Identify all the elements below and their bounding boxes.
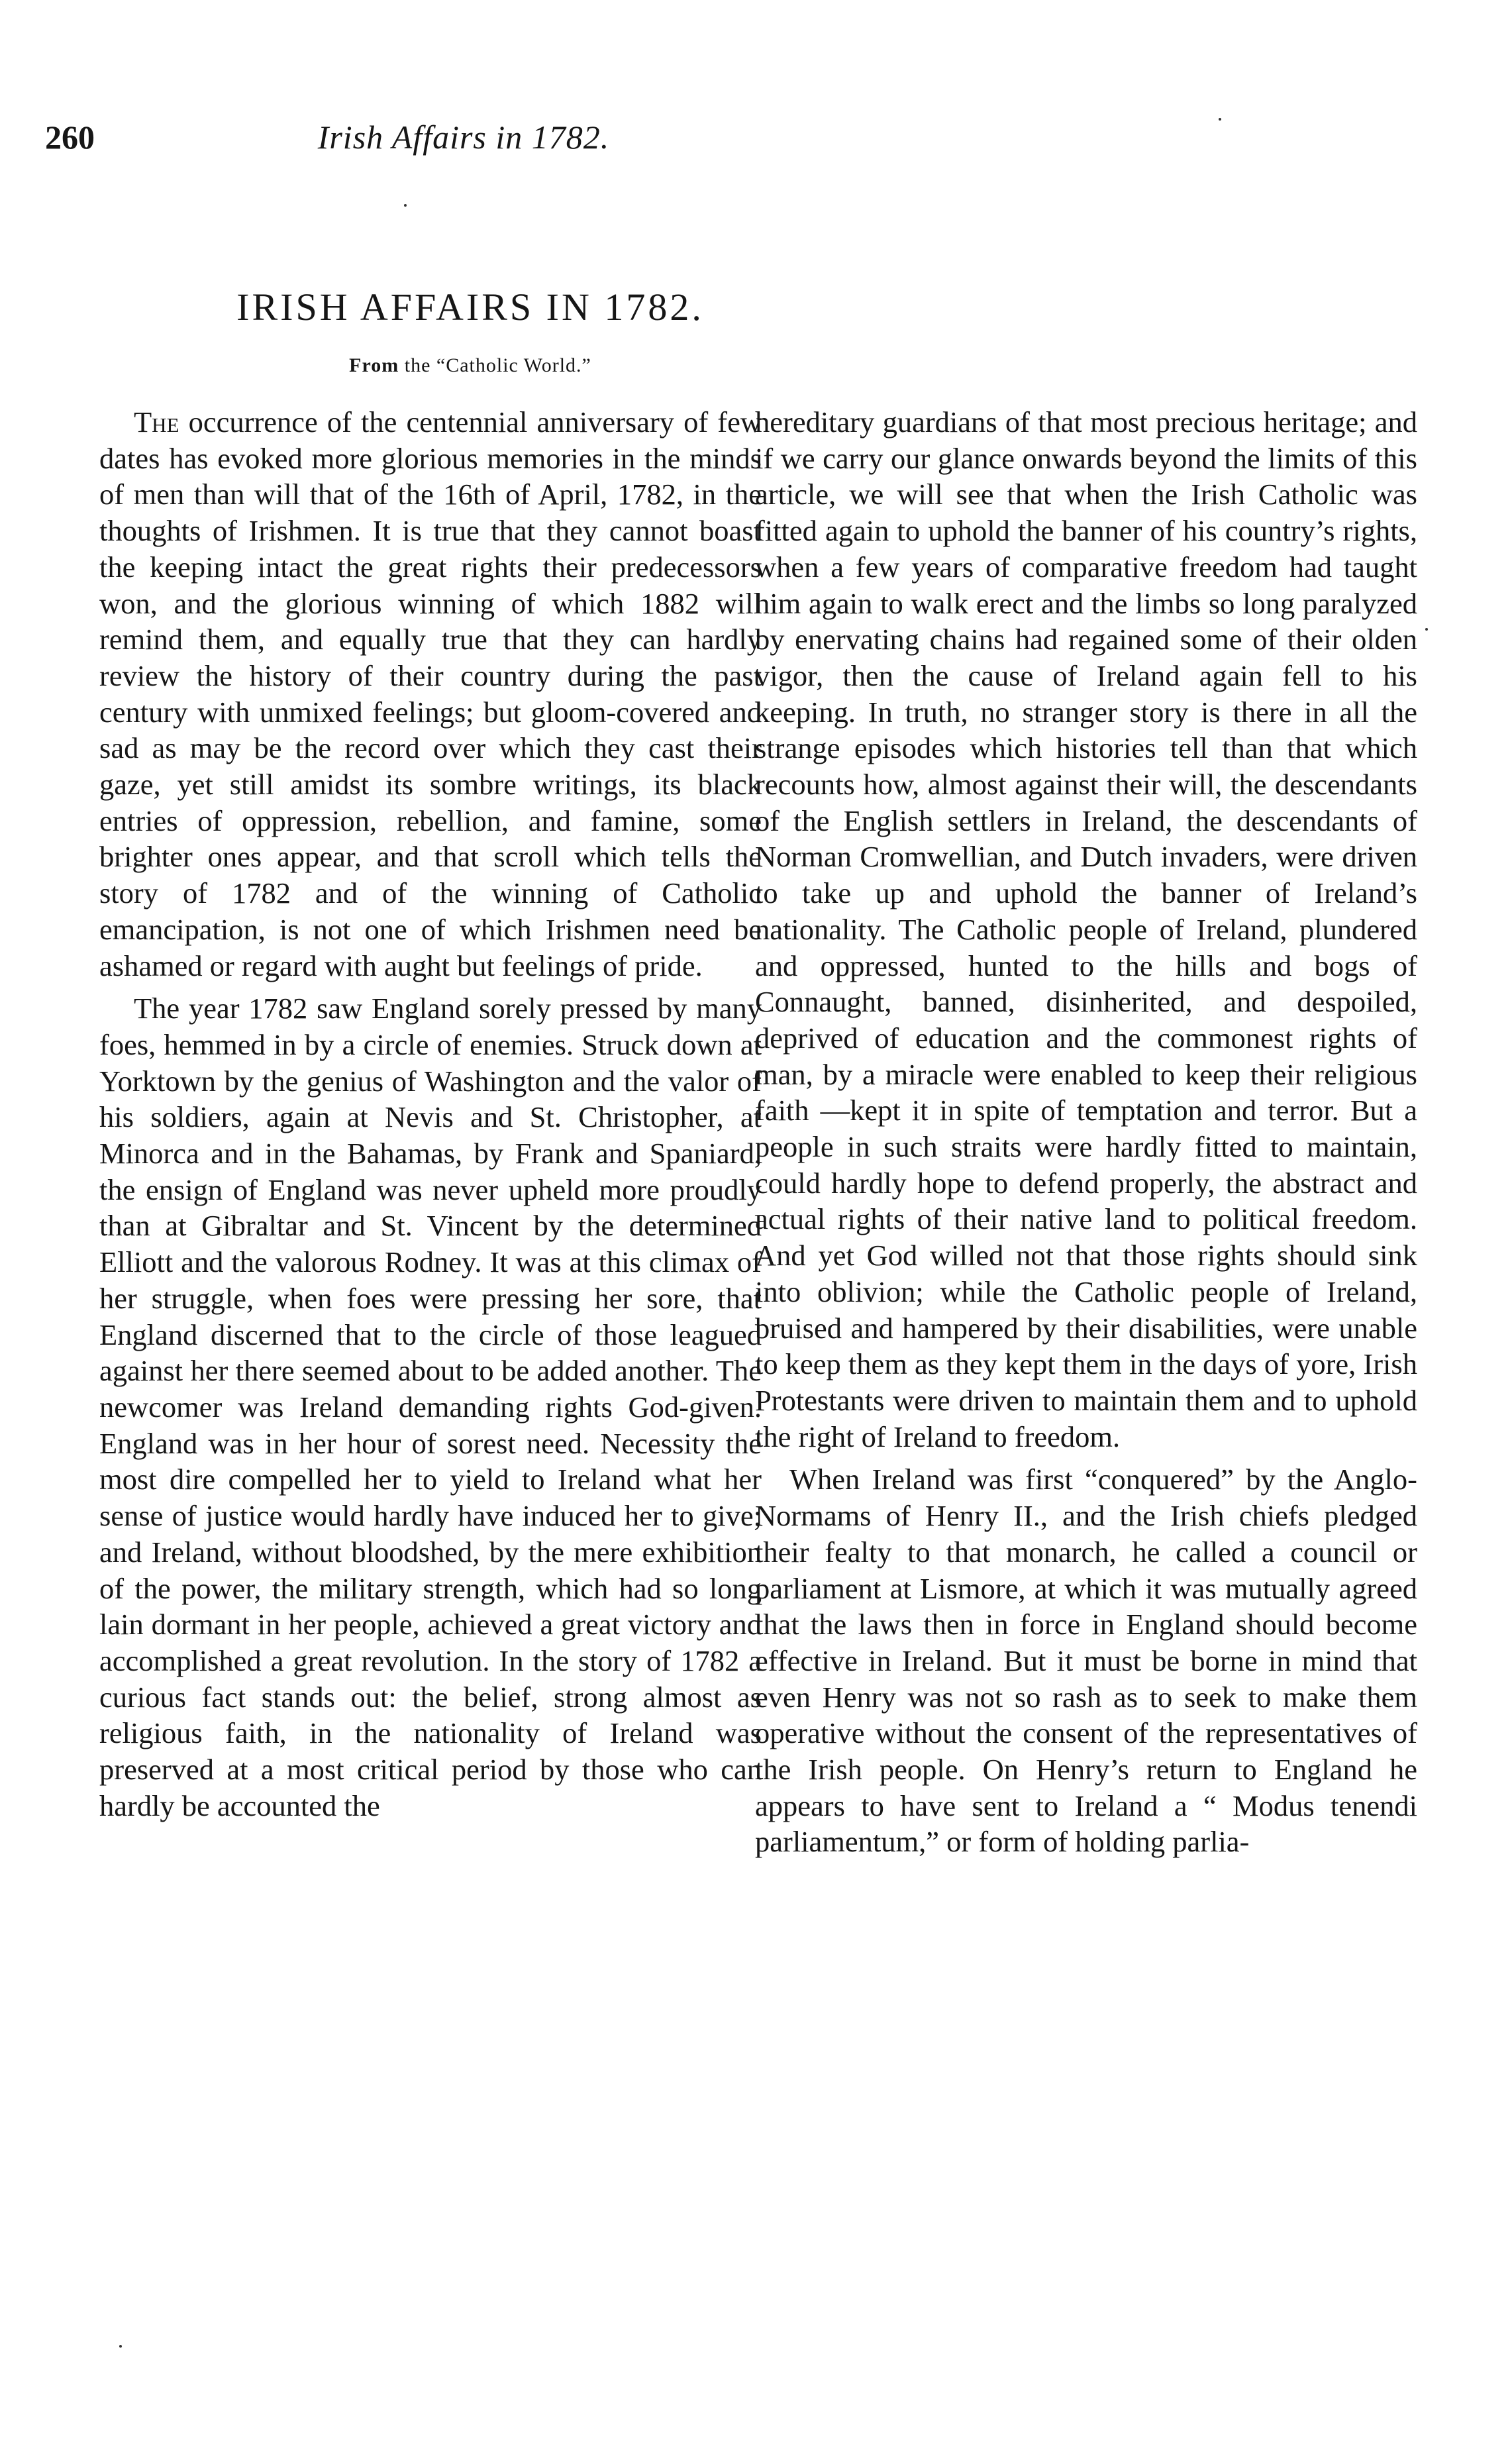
paragraph: hereditary guardians of that most precious heritage; and if we carry our glance onwards beyond the limits of this article, we will see that when the Irish Catholic was fitted again to uphold the banner of his country’s rights, when a few years of comparative freedom had taught him again to walk erect and the limbs so long paralyzed by enervating chains had regained some of their olden vigor, then the cause of Ireland again fell to his keeping. In truth, no stranger story is there in all the strange episodes which histories tell than that which recounts how, almost against their will, the descendants of the English settlers in Ireland, the descendants of Norman Cromwellian, and Dutch invaders, were driven to take up and uphold the banner of Ireland’s nationality. The Catholic people of Ireland, plundered and oppressed, hunted to the hills and bogs of Connaught, banned, disinherited, and despoiled, deprived of education and the commonest rights of man, by a miracle were enabled to keep their religious faith —kept it in spite of temptation and terror. But a people in such straits were hardly fitted to maintain, could hardly hope to defend properly, the abstract and actual rights of their native land to political freedom. And yet God willed not that those rights should sink into oblivion; while the Catholic people of Ireland, bruised and hampered by their disabilities, were unable to keep them as they kept them in the days of yore, Irish Protestants were driven to maintain them and to uphold the right of Ireland to freedom. [755,405,1417,1453]
print-speck [1219,118,1221,121]
paragraph-text: occurrence of the centennial anniversary of few dates has evoked more glorious memories in the minds of men than will that of the 16th of April, 1782, in the thoughts of Irishmen. It is true that they cannot boast the keeping intact the great rights their predecessors won, and the glorious winning of which 1882 will remind them, and equally true that they can hardly review the history of their country during the past century with unmixed feelings; but gloom-covered and sad as may be the record over which they cast their gaze, yet still amidst its sombre writings, its black entries of oppression, rebellion, and famine, some brighter ones appear, and that scroll which tells the story of 1782 and of the winning of Catholic emancipation, is not one of which Irishmen need be ashamed or regard with aught but feelings of pride. [99,405,762,982]
paragraph [99,404,762,984]
article-source-name: the “Catholic World.” [404,354,591,376]
article-title: IRISH AFFAIRS IN 1782. [236,286,704,329]
print-speck [404,204,407,207]
left-column [99,404,762,1824]
article-source [0,354,940,377]
title-block [0,285,940,377]
print-speck [119,2345,122,2348]
paragraph: When Ireland was first “conquered” by the Anglo-Normams of Henry II., and the Irish chiefs pledged their fealty to that monarch, he called a council or parliament at Lismore, at which it was mutually agreed that the laws then in force in England should become effective in Ireland. But it must be borne in mind that even Henry was not so rash as to seek to make them operative without the consent of the representatives of the Irish people. On Henry’s return to England he appears to have sent to Ireland a “ Modus tenendi parliamentum,” or form of holding parlia- [755,1463,1417,1859]
running-head [0,118,1512,164]
print-speck [1425,628,1428,631]
paragraph: The year 1782 saw England sorely pressed by many foes, hemmed in by a circle of enemies. Struck down at Yorktown by the genius of Washington and the valor of his soldiers, again at Nevis and St. Christopher, at Minorca and in the Bahamas, by Frank and Spaniard, the ensign of England was never upheld more proudly than at Gibraltar and St. Vincent by the determined Elliott and the valorous Rodney. It was at this climax of her struggle, when foes were pressing her sore, that England discerned that to the circle of those leagued against her there seemed about to be added another. The newcomer was Ireland demanding rights God-given. England was in her hour of sorest need. Necessity the most dire compelled her to yield to Ireland what her sense of justice would hardly have induced her to give; and Ireland, without bloodshed, by the mere exhibition of the power, the military strength, which had so long lain dormant in her people, achieved a great victory and accomplished a great revolution. In the story of 1782 a curious fact stands out: the belief, strong almost as religious faith, in the nationality of Ireland was preserved at a most critical period by those who can hardly be accounted the [99,992,762,1822]
page-number: 260 [45,119,95,156]
paragraph-lead: The [134,405,179,439]
right-column [755,404,1417,1860]
running-title: Irish Affairs in 1782. [317,119,610,156]
article-source-prefix: From [349,354,399,376]
